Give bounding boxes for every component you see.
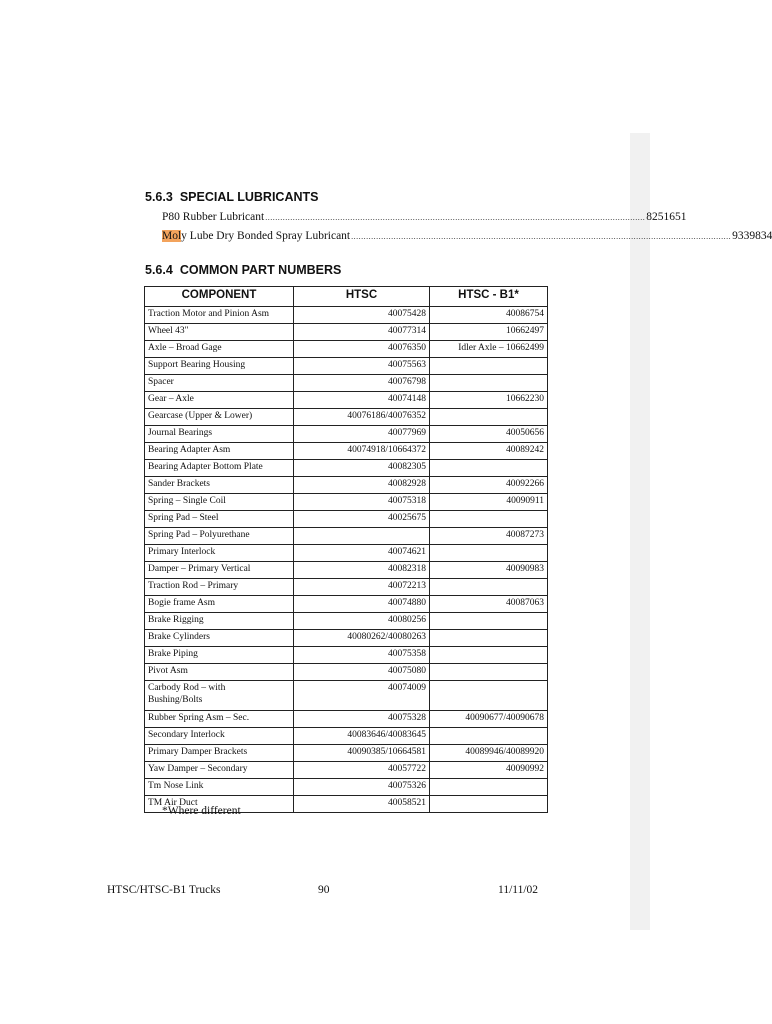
htsc-part-cell: 40074880 [294,596,430,613]
component-cell: Bogie frame Asm [145,596,294,613]
htsc-part-cell: 40075328 [294,711,430,728]
htsc-part-cell: 40075428 [294,307,430,324]
table-row [145,528,548,545]
table-row [145,613,548,630]
htsc-part-cell: 40076350 [294,341,430,358]
htsc-part-cell: 40090385/10664581 [294,745,430,762]
column-header-htsc: HTSC [294,287,430,307]
component-cell: Secondary Interlock [145,728,294,745]
table-row [145,443,548,460]
htsc-part-cell: 40082305 [294,460,430,477]
table-row [145,562,548,579]
htsc-b1-part-cell [430,511,548,528]
htsc-b1-part-cell [430,728,548,745]
htsc-part-cell: 40080256 [294,613,430,630]
component-cell: Yaw Damper – Secondary [145,762,294,779]
search-highlight: Mol [162,230,182,242]
htsc-part-cell: 40074621 [294,545,430,562]
section-number: 5.6.3 [145,190,173,204]
table-body [145,307,548,813]
htsc-b1-part-cell [430,796,548,813]
component-cell: Bearing Adapter Bottom Plate [145,460,294,477]
htsc-part-cell: 40074918/10664372 [294,443,430,460]
component-cell: Traction Motor and Pinion Asm [145,307,294,324]
component-cell: Axle – Broad Gage [145,341,294,358]
htsc-b1-part-cell: 40090983 [430,562,548,579]
component-cell: Brake Rigging [145,613,294,630]
htsc-b1-part-cell [430,681,548,711]
table-row [145,392,548,409]
footer-page-number: 90 [318,884,330,896]
section-heading-lubricants [145,190,318,204]
component-cell: TM Air Duct [145,796,294,813]
htsc-b1-part-cell [430,409,548,426]
component-cell: Sander Brackets [145,477,294,494]
htsc-b1-part-cell: 40090992 [430,762,548,779]
htsc-b1-part-cell: 40086754 [430,307,548,324]
htsc-b1-part-cell: 40090911 [430,494,548,511]
table-header-row [145,287,548,307]
component-cell: Spacer [145,375,294,392]
table-row [145,630,548,647]
table-row [145,545,548,562]
table-row [145,511,548,528]
htsc-part-cell: 40077314 [294,324,430,341]
table-row [145,647,548,664]
htsc-part-cell: 40025675 [294,511,430,528]
footer-date: 11/11/02 [498,884,539,896]
table-row [145,426,548,443]
component-cell: Gearcase (Upper & Lower) [145,409,294,426]
htsc-b1-part-cell: 40092266 [430,477,548,494]
htsc-part-cell: 40080262/40080263 [294,630,430,647]
footer-document-title: HTSC/HTSC-B1 Trucks [107,884,221,896]
htsc-b1-part-cell: 10662497 [430,324,548,341]
component-cell: Support Bearing Housing [145,358,294,375]
table-row [145,341,548,358]
table-row [145,681,548,711]
component-cell: Wheel 43" [145,324,294,341]
htsc-b1-part-cell [430,579,548,596]
column-header-htsc-b1: HTSC - B1* [430,287,548,307]
dot-leader: ........................................................................................................................................................ [265,213,646,222]
table-row [145,494,548,511]
table-row [145,460,548,477]
htsc-part-cell: 40075358 [294,647,430,664]
component-cell: Bearing Adapter Asm [145,443,294,460]
htsc-b1-part-cell: 40087273 [430,528,548,545]
component-cell: Brake Piping [145,647,294,664]
component-cell: Pivot Asm [145,664,294,681]
htsc-part-cell: 40077969 [294,426,430,443]
table-row [145,579,548,596]
component-cell: Carbody Rod – with Bushing/Bolts [145,681,294,711]
htsc-part-cell: 40083646/40083645 [294,728,430,745]
htsc-b1-part-cell [430,545,548,562]
htsc-b1-part-cell [430,613,548,630]
htsc-part-cell: 40058521 [294,796,430,813]
lubricant-part-number: 8251651 [646,211,687,223]
table-row [145,375,548,392]
htsc-part-cell [294,528,430,545]
htsc-b1-part-cell [430,460,548,477]
table-row [145,745,548,762]
component-cell: Tm Nose Link [145,779,294,796]
htsc-part-cell: 40076798 [294,375,430,392]
component-cell: Journal Bearings [145,426,294,443]
dot-leader: ........................................................................................................................................................ [351,232,732,241]
lubricant-name [162,211,264,223]
table-row [145,779,548,796]
htsc-part-cell: 40075080 [294,664,430,681]
htsc-b1-part-cell [430,647,548,664]
component-cell: Damper – Primary Vertical [145,562,294,579]
table-row [145,711,548,728]
table-row [145,324,548,341]
table-row [145,664,548,681]
component-cell: Spring Pad – Polyurethane [145,528,294,545]
table-row [145,728,548,745]
table-footnote: *Where different [162,805,241,817]
lubricant-part-number: 9339834 [732,230,772,242]
component-cell: Spring Pad – Steel [145,511,294,528]
htsc-b1-part-cell: 40089242 [430,443,548,460]
section-heading-parts [145,263,341,277]
part-numbers-table [144,286,548,813]
section-number: 5.6.4 [145,263,173,277]
lubricant-name-text: P80 Rubber Lubricant [162,211,265,223]
section-title: SPECIAL LUBRICANTS [179,190,319,204]
lubricant-name-text: y Lube Dry Bonded Spray Lubricant [181,230,351,242]
htsc-b1-part-cell [430,779,548,796]
htsc-b1-part-cell: 40090677/40090678 [430,711,548,728]
htsc-part-cell: 40074009 [294,681,430,711]
htsc-part-cell: 40075563 [294,358,430,375]
htsc-part-cell: 40074148 [294,392,430,409]
table-row [145,409,548,426]
lubricant-line [162,211,687,223]
column-header-component: COMPONENT [145,287,294,307]
component-cell: Primary Interlock [145,545,294,562]
lubricant-line [162,230,772,242]
component-cell: Brake Cylinders [145,630,294,647]
htsc-b1-part-cell [430,630,548,647]
htsc-part-cell: 40076186/40076352 [294,409,430,426]
htsc-b1-part-cell [430,375,548,392]
table-row [145,762,548,779]
section-title: COMMON PART NUMBERS [179,263,342,277]
htsc-part-cell: 40082928 [294,477,430,494]
htsc-b1-part-cell: 40087063 [430,596,548,613]
htsc-b1-part-cell [430,358,548,375]
component-cell: Rubber Spring Asm – Sec. [145,711,294,728]
component-cell: Traction Rod – Primary [145,579,294,596]
htsc-b1-part-cell: 40050656 [430,426,548,443]
table-row [145,307,548,324]
htsc-part-cell: 40075326 [294,779,430,796]
component-cell: Primary Damper Brackets [145,745,294,762]
htsc-b1-part-cell: 40089946/40089920 [430,745,548,762]
table-row [145,358,548,375]
component-cell: Spring – Single Coil [145,494,294,511]
htsc-part-cell: 40075318 [294,494,430,511]
component-cell: Gear – Axle [145,392,294,409]
htsc-b1-part-cell: 10662230 [430,392,548,409]
lubricant-name [162,230,350,242]
htsc-part-cell: 40057722 [294,762,430,779]
htsc-part-cell: 40072213 [294,579,430,596]
htsc-b1-part-cell: Idler Axle – 10662499 [430,341,548,358]
table-row [145,596,548,613]
htsc-b1-part-cell [430,664,548,681]
table-row [145,477,548,494]
side-strip [630,133,650,930]
htsc-part-cell: 40082318 [294,562,430,579]
